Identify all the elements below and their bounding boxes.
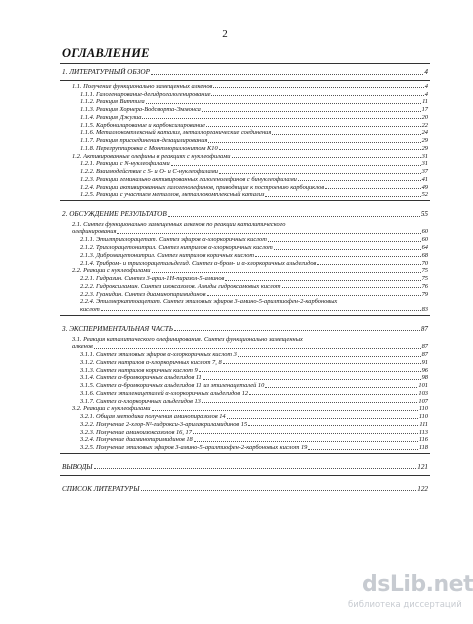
dot-leader <box>206 126 421 127</box>
toc-entry[interactable] <box>80 145 428 153</box>
toc-entry-title: СПИСОК ЛИТЕРАТУРЫ <box>62 484 140 493</box>
section-divider <box>60 80 430 81</box>
toc-entry-title: 3.2. Реакции с нуклеофилами <box>72 405 151 413</box>
dot-leader <box>168 216 420 217</box>
toc-entry[interactable] <box>72 153 428 161</box>
toc-entry-title: 3.2.3. Получение аминоизоксазолов 16, 17 <box>80 428 192 436</box>
toc-entry-title: 3.1.4. Синтез α-бромкоричных альдегидов 11 <box>80 374 202 382</box>
toc-entry[interactable] <box>80 436 428 444</box>
toc-page-number: 76 <box>421 282 428 290</box>
toc-entry-title: 1.2.2. Взаимодействие с S- и O- и C-нуклеофилами <box>80 168 218 175</box>
dot-leader <box>142 118 420 119</box>
dot-leader <box>232 157 421 158</box>
dot-leader <box>117 233 420 234</box>
toc-entry[interactable] <box>80 275 428 283</box>
toc-entry[interactable] <box>80 421 428 429</box>
toc-entry-title: 3.1.2. Синтез нитрилов α-хлоркоричных кислот 7, 8 <box>80 358 222 366</box>
toc-entry-title: 3.1.5. Синтез α-бромкоричных альдегидов 11 из этиленацеталей 10 <box>80 382 265 389</box>
dot-leader <box>199 371 421 372</box>
toc-entry-title: 3.1. Реакция каталитического олефинирования. Синтез функционально замещенных <box>72 335 303 343</box>
toc-entry[interactable] <box>80 413 428 421</box>
toc-page-number: 60 <box>421 228 428 236</box>
toc-entry[interactable] <box>72 221 428 236</box>
section-divider <box>60 453 430 454</box>
toc-page-number: 110 <box>418 405 428 413</box>
toc-entry[interactable] <box>80 291 428 299</box>
toc-page-number: 4 <box>424 68 428 76</box>
toc-entry[interactable] <box>62 211 428 219</box>
toc-entry[interactable] <box>80 122 428 130</box>
dot-leader <box>325 188 421 189</box>
toc-page-number: 87 <box>420 324 428 333</box>
dot-leader <box>152 410 418 411</box>
toc-page-number: 49 <box>421 183 428 191</box>
toc-entry-title: 2.2.3. Гуанидин. Синтез диаминопиримидинов <box>80 290 206 298</box>
toc-entry-title: 2.2. Реакции с нуклеофилами <box>72 267 151 275</box>
toc-page-number: 87 <box>421 351 428 358</box>
toc-entry-title: 3.1.6. Синтез этиленацеталей α-хлоркоричных альдегидов 12 <box>80 389 249 397</box>
toc-entry-title: 1.2.3. Реакции геминально активированных галогенолефинов с бинуклеофилами <box>80 175 297 183</box>
toc-page-number: 87 <box>421 343 428 351</box>
toc-entry-title: 2.1.3. Дибромацетонитрил. Синтез нитрилов коричных кислот <box>80 251 255 259</box>
dot-leader <box>308 449 418 450</box>
toc-entry[interactable] <box>72 336 428 351</box>
toc-page-number: 29 <box>421 137 428 144</box>
toc-entry-title: 1.2. Активированные олефины в реакциях с нуклеофилами <box>72 152 231 160</box>
dot-leader <box>194 441 418 442</box>
page-number: 2 <box>222 28 228 40</box>
dot-leader <box>202 402 418 403</box>
dot-leader <box>265 196 420 197</box>
dot-leader <box>272 134 420 135</box>
toc-page-number: 79 <box>421 290 428 298</box>
toc-page-number: 17 <box>421 106 428 113</box>
toc-entry-title: 1.1.8. Перегруппировка с Монтмориллонитом K10 <box>80 144 218 152</box>
toc-entry-title: 1.1.7. Реакция присоединения-дезацилирования <box>80 137 208 144</box>
toc-entry-title: 2.1.2. Трихлорацетонитрил. Синтез нитрилов α-хлоркоричных кислот <box>80 244 273 251</box>
dot-leader <box>282 287 421 288</box>
toc-page-number: 116 <box>418 436 428 444</box>
toc-page-number: 41 <box>421 175 428 183</box>
toc-entry-title: 3.1.3. Синтез нитрилов коричных кислот 9 <box>80 366 198 374</box>
toc-page-number: 75 <box>421 275 428 282</box>
toc-entry[interactable] <box>80 429 428 437</box>
toc-entry-title: 1.1.6. Металлокомплексный катализ, металлорганические соединения <box>80 129 272 137</box>
toc-entry[interactable] <box>80 351 428 359</box>
toc-entry[interactable] <box>80 298 428 313</box>
toc-entry[interactable] <box>80 137 428 145</box>
section-divider <box>60 315 430 316</box>
toc-entry-title: 2.1.4. Трибром- и трихлорацетальдегид. Синтез α-бром- и α-хлоркоричных альдегидов <box>80 259 317 267</box>
watermark <box>348 572 473 618</box>
toc-page-number: 37 <box>421 168 428 175</box>
toc-entry-title: 1.1.1. Галогенирование-дегидрогалогенирование <box>80 90 211 98</box>
dot-leader <box>141 490 417 491</box>
toc-page-number: 101 <box>418 382 428 389</box>
toc-page-number: 103 <box>418 389 428 397</box>
toc-entry[interactable] <box>80 398 428 406</box>
toc-entry[interactable] <box>80 244 428 252</box>
toc-entry-title-continued: олефинирования <box>72 228 117 236</box>
toc-entry[interactable] <box>80 160 428 168</box>
dot-leader <box>265 387 417 388</box>
toc-entry[interactable] <box>62 486 428 494</box>
toc-page-number: 122 <box>417 484 428 493</box>
dot-leader <box>94 468 417 469</box>
watermark-subtitle: библиотека диссертаций <box>348 600 462 610</box>
dot-leader <box>248 425 418 426</box>
toc-entry-title: 1.1.4. Реакция Джулиа <box>80 113 142 121</box>
toc-entry-title: 2.2.4. Этилмеркаптоацетат. Синтез этиловых эфиров 3-амино-5-арилтиофен-2-карбоновых <box>80 298 338 306</box>
toc-entry-title: 1.2.4. Реакции активированных галогенолефинов, приводящие к построению карбоциклов <box>80 183 325 191</box>
dot-leader <box>152 272 421 273</box>
toc-entry-title-continued: кислот <box>80 305 100 313</box>
toc-entry-title: 1.1.3. Реакция Хорнера-Водсворта-Эммонса <box>80 106 201 113</box>
toc-entry[interactable] <box>80 176 428 184</box>
dot-leader <box>151 74 423 75</box>
dot-leader <box>219 149 421 150</box>
toc-page-number: 4 <box>424 82 428 90</box>
dot-leader <box>268 241 421 242</box>
toc-page-number: 68 <box>421 251 428 259</box>
toc-entry[interactable] <box>80 236 428 244</box>
toc-page-number: 52 <box>421 191 428 199</box>
dot-leader <box>249 394 417 395</box>
watermark-logo: dsLib.net <box>362 572 473 597</box>
toc-entry[interactable] <box>80 191 428 199</box>
dot-leader <box>202 111 421 112</box>
toc-entry-title: 2.2.2. Гидроксиламин. Синтез изоксазолов. Амиды гидроксамовых кислот <box>80 282 281 290</box>
toc-entry[interactable] <box>80 98 428 106</box>
toc-entry[interactable] <box>80 382 428 390</box>
dot-leader <box>203 379 421 380</box>
toc-page-number: 121 <box>417 462 428 471</box>
toc-entry[interactable] <box>72 83 428 91</box>
toc-entry-title: 3.2.2. Получение 2-хлор-N²-гидрокси-3-арилакриламидинов 15 <box>80 420 248 428</box>
toc-entry[interactable] <box>80 252 428 260</box>
toc-entry-title: 1.1.2. Реакция Виттига <box>80 98 145 106</box>
toc-entry[interactable] <box>80 283 428 291</box>
toc-entry-title: 1.2.5. Реакции с участием металлов, металлокомплексный катализ <box>80 191 265 199</box>
toc-page-number: 107 <box>418 397 428 405</box>
toc-page-number: 111 <box>419 420 428 428</box>
toc-page-number: 60 <box>421 236 428 244</box>
toc-page-number: 55 <box>420 210 428 218</box>
toc-page-number: 113 <box>418 428 428 436</box>
toc-entry[interactable] <box>80 444 428 452</box>
dot-leader <box>213 87 423 88</box>
toc-entry[interactable] <box>72 405 428 413</box>
dot-leader <box>211 95 423 96</box>
toc-entry[interactable] <box>80 114 428 122</box>
toc-entry-title: 2.1.1. Этилтрихлорацетат. Синтез эфиров α-хлоркоричных кислот <box>80 236 267 244</box>
toc-entry-title-continued: алкенов <box>72 343 93 351</box>
toc-page-number: 20 <box>421 113 428 121</box>
toc-entry-title: ВЫВОДЫ <box>62 462 93 471</box>
section-divider <box>60 200 430 201</box>
page-title: ОГЛАВЛЕНИЕ <box>62 46 150 60</box>
toc-entry-title: 1.1.5. Карбонилирование и карбоксилирование <box>80 121 206 129</box>
toc-entry-title: 1. ЛИТЕРАТУРНЫЙ ОБЗОР <box>62 68 151 76</box>
toc-entry[interactable] <box>80 374 428 382</box>
toc-entry-title: 3.2.4. Получение диаминопиримидинов 18 <box>80 436 193 444</box>
dot-leader <box>238 356 421 357</box>
dot-leader <box>223 363 421 364</box>
toc-page-number: 91 <box>421 358 428 366</box>
toc-entry[interactable] <box>80 367 428 375</box>
toc-entry-title: 3.2.5. Получение этиловых эфиров 3-амино-5-арилтиофен-2-карбоновых кислот 19 <box>80 444 308 451</box>
dot-leader <box>227 418 418 419</box>
toc-page-number: 31 <box>421 160 428 168</box>
toc-entry[interactable] <box>80 390 428 398</box>
toc-entry-title: 2. ОБСУЖДЕНИЕ РЕЗУЛЬТАТОВ <box>62 210 167 218</box>
dot-leader <box>219 173 421 174</box>
toc-entry[interactable] <box>80 168 428 176</box>
toc-entry[interactable] <box>62 69 428 77</box>
dot-leader <box>193 433 418 434</box>
dot-leader <box>255 256 421 257</box>
toc-page-number: 29 <box>421 144 428 152</box>
dot-leader <box>101 310 421 311</box>
toc-entry-title: 3.2.1. Общая методика получения аминопиразолов 14 <box>80 413 226 420</box>
toc-page-number: 11 <box>422 98 428 106</box>
toc-entry[interactable] <box>80 359 428 367</box>
toc-page-number: 64 <box>421 244 428 251</box>
toc-entry-title: 1.1. Получение функционально замещенных алкенов <box>72 82 213 90</box>
dot-leader <box>298 180 421 181</box>
dot-leader <box>94 348 421 349</box>
toc-entry[interactable] <box>62 326 428 334</box>
section-divider <box>60 475 430 476</box>
toc-page-number: 75 <box>421 267 428 275</box>
dot-leader <box>171 165 421 166</box>
dot-leader <box>146 103 421 104</box>
toc-entry-title: 1.2.1. Реакции с N-нуклеофилами <box>80 160 170 168</box>
toc-page-number: 96 <box>421 366 428 374</box>
toc-page-number: 4 <box>424 90 428 98</box>
toc-entry[interactable] <box>72 267 428 275</box>
toc-entry[interactable] <box>80 129 428 137</box>
toc-entry-title: 2.2.1. Гидразин. Синтез 3-арил-1Н-пиразол-5-аминов <box>80 275 225 282</box>
toc-entry-title: 3. ЭКСПЕРИМЕНТАЛЬНАЯ ЧАСТЬ <box>62 324 174 333</box>
dot-leader <box>208 142 420 143</box>
toc-entry-title: 3.1.1. Синтез этиловых эфиров α-хлоркоричных кислот 3 <box>80 351 237 358</box>
dot-leader <box>274 249 421 250</box>
dot-leader <box>174 330 420 331</box>
toc-entry[interactable] <box>80 260 428 268</box>
dot-leader <box>317 264 420 265</box>
toc-entry[interactable] <box>80 184 428 192</box>
toc-entry-title: 2.1. Синтез функционально замещенных алкенов по реакции каталитического <box>72 220 286 228</box>
toc-page-number: 24 <box>421 129 428 137</box>
toc-page-number: 98 <box>421 374 428 382</box>
toc-page-number: 31 <box>421 152 428 160</box>
dot-leader <box>207 295 421 296</box>
dot-leader <box>225 280 420 281</box>
toc-page-number: 70 <box>421 259 428 267</box>
toc-entry[interactable] <box>80 91 428 99</box>
toc-entry-title: 3.1.7. Синтез α-хлоркоричных альдегидов 13 <box>80 397 201 405</box>
toc-entry[interactable] <box>80 106 428 114</box>
toc-page-number: 22 <box>421 121 428 129</box>
toc-entry[interactable] <box>62 464 428 472</box>
toc-page-number: 83 <box>421 305 428 313</box>
toc-page-number: 110 <box>418 413 428 420</box>
toc-page-number: 118 <box>418 444 428 451</box>
